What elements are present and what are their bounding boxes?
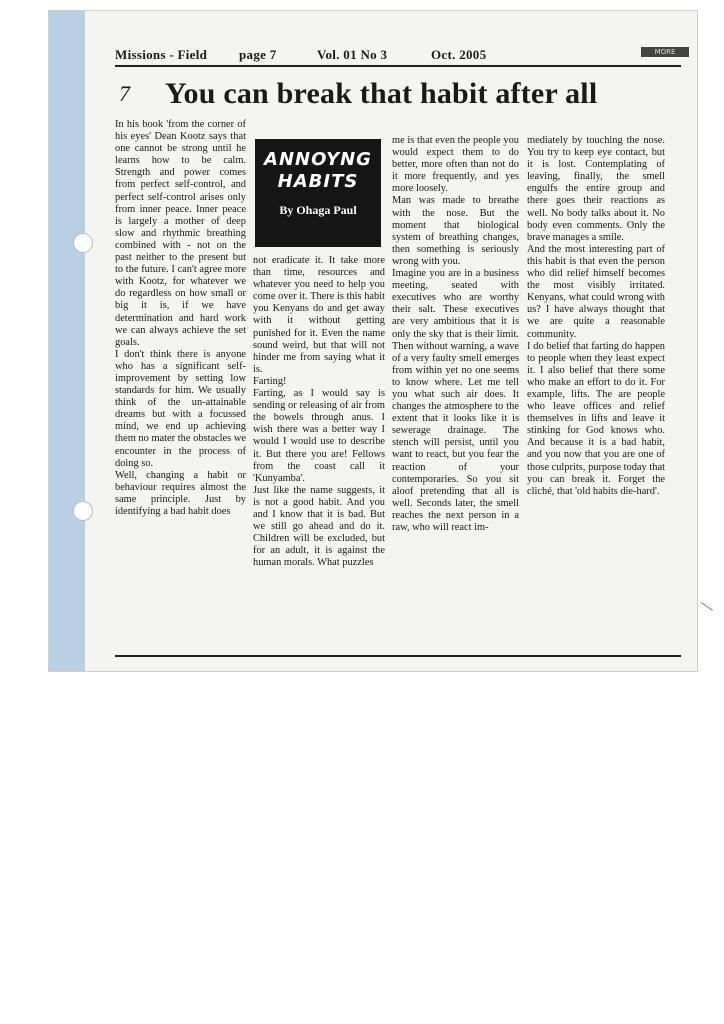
column-1 (115, 119, 246, 518)
box-title-line-1: ANNOYNG (264, 149, 372, 170)
column-4 (527, 135, 665, 498)
paragraph: I don't think there is anyone who has a significant self-improvement by setting low standards for him. We usually think of the un-attainable dreams but with a focussed mind, we end up achieving them no mater the obstacles we encounter in the process of doing so. (115, 348, 246, 469)
paragraph: mediately by touching the nose. You try to keep eye contact, but it is lost. Contemplating of leaving, finally, the smell engulfs the entire group and there goes their reactions as well. No body talks about it. No body even comments. Only the brave manages a smile. (527, 135, 665, 243)
box-title (255, 149, 381, 193)
volume-number: Vol. 01 No 3 (317, 47, 388, 62)
paragraph: Imagine you are in a business meeting, seated with executives who are worthy their salt. These executives are very ambitious that it is only the sky that is their limit. Then without warning, a wave of a very faulty smell emerges from within yet no one seems to know where. Let me tell you what such air does. It changes the atmosphere to the extent that it looks like it is sewerage drainage. The stench will persist, until you want to react, but you fear the reaction of your contemporaries. So you sit aloof pretending that all is well. Seconds later, the smell reaches the next person in a raw, who will react im- (392, 268, 519, 533)
paragraph: Man was made to breathe with the nose. But the moment that biological system of breathing changes, then something is seriously wrong with you. (392, 195, 519, 267)
issue-date: Oct. 2005 (431, 47, 487, 62)
column-2 (253, 255, 385, 569)
column-3 (392, 135, 519, 534)
binder-strip (49, 11, 85, 671)
paragraph: I do belief that farting do happen to people when they least expect it. I also belief that there some who make an effort to do it. For example, lifts. The are people who leave offices and relief themselves in lifts and leave it stinking for God knows who. And because it is a bad habit, and you now that you are one of those culprits, purpose today that you can break it. Forget the cliché, that 'old habits die-hard'. (527, 340, 665, 497)
header-rule (115, 65, 681, 67)
corner-logo: MORE (641, 47, 689, 57)
byline-box (255, 139, 381, 247)
footer-rule (115, 655, 681, 657)
scanned-clipping (48, 10, 698, 672)
section-name: Missions - Field (115, 47, 208, 62)
paragraph: Just like the name suggests, it is not a good habit. And you and I know that it is bad. But we still go ahead and do it. Children will be excluded, but for an adult, it is against the human morals. What puzzles (253, 484, 385, 569)
article-headline: You can break that habit after all (165, 77, 598, 110)
paragraph: Farting! (253, 375, 287, 387)
paragraph: Farting, as I would say is sending or releasing of air from the bowels through anus. I wish there was a better way I would I would use to describe it. But there you are! Fellows from the coast call it 'Kunyamba'. (253, 388, 385, 484)
punch-hole-top (73, 233, 93, 253)
paragraph: In his book 'from the corner of his eyes' Dean Kootz says that one cannot be strong until he learns how to be calm. Strength and power comes from perfect self-control, and perfect self-control arises only from inner peace. Inner peace is largely a mother of deep slow and rhythmic breathing combined with - not on the past neither to the present but to the future. I can't agree more with Kootz, for whatever we do regardless on how small or big it is, if we have determination and hard work we can always achieve the set goals. (115, 119, 246, 348)
byline: By Ohaga Paul (279, 203, 357, 217)
stray-pen-mark (701, 602, 713, 611)
page-number: page 7 (239, 47, 277, 62)
paragraph: not eradicate it. It take more than time, resources and whatever you need to help you come over it. There is this habit you Kenyans do and get away with it without getting punished for it. Even the name sound weird, but that will not hinder me from saying what it is. (253, 255, 385, 375)
paragraph: And the most interesting part of this habit is that even the person who did relief himself becomes the most visibly irritated. Kenyans, what could wrong with us? I have always thought that we are quite a reasonable community. (527, 243, 665, 340)
punch-hole-bottom (73, 501, 93, 521)
paragraph: Well, changing a habit or behaviour requires almost the same principle. Just by identifying a bad habit does (115, 469, 246, 517)
paragraph: me is that even the people you would expect them to do better, more often than not do it more frequently, and yes more loosely. (392, 135, 519, 195)
newspaper-page (105, 43, 687, 663)
box-title-line-2: HABITS (277, 171, 359, 192)
article-number-mark: 7 (119, 81, 130, 106)
